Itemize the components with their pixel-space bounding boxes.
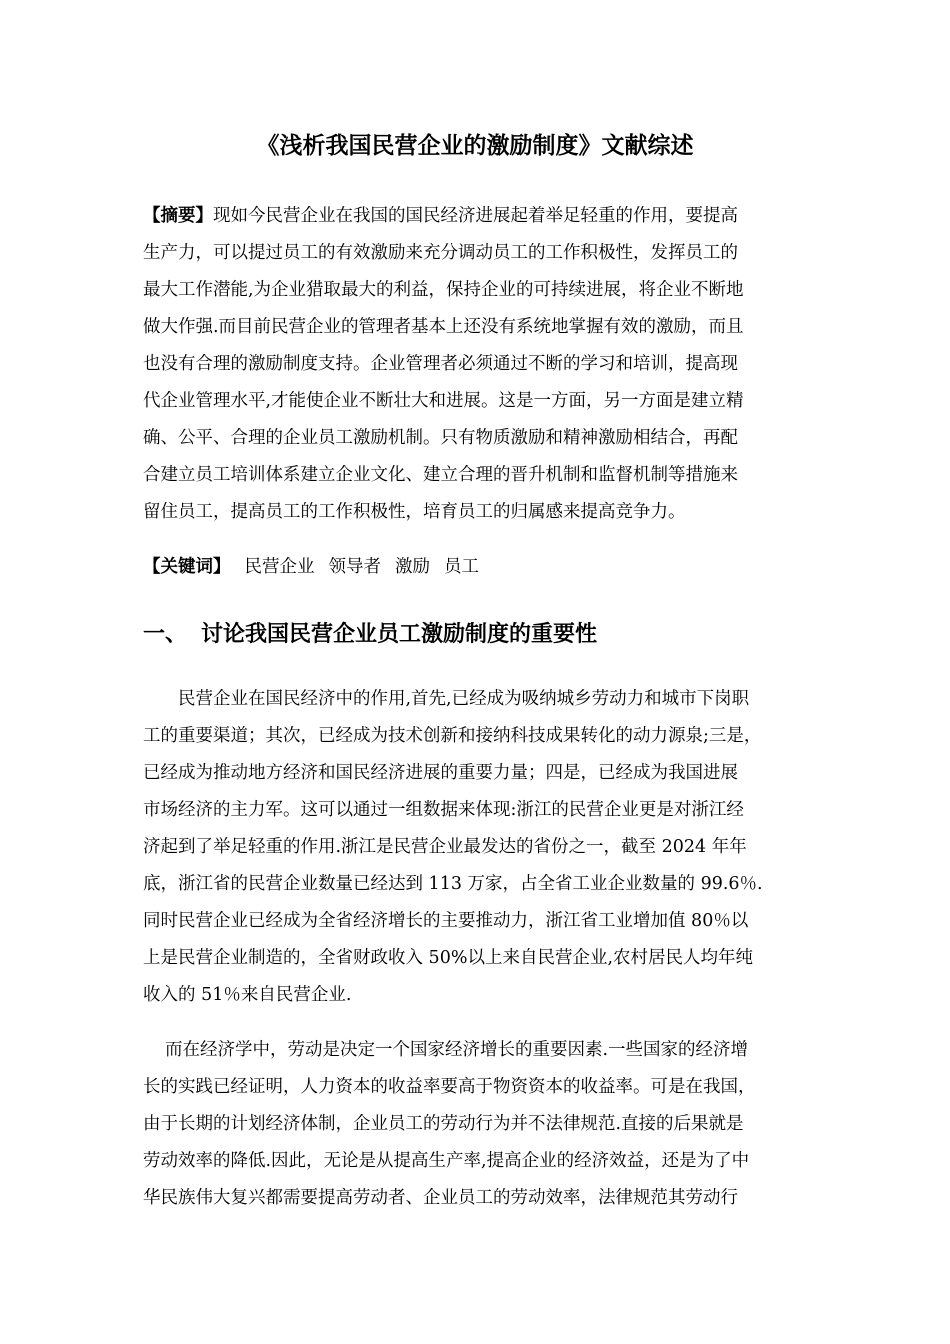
- paragraph-line: 工的重要渠道；其次，已经成为技术创新和接纳科技成果转化的动力源泉;三是，: [143, 726, 762, 746]
- abstract-line: 也没有合理的激励制度支持。企业管理者必须通过不断的学习和培训，提高现: [143, 354, 738, 374]
- keyword: 激励: [395, 557, 430, 577]
- paragraph-line: 民营企业在国民经济中的作用,首先,已经成为吸纳城乡劳动力和城市下岗职: [178, 689, 750, 709]
- abstract-line: 留住员工，提高员工的工作积极性，培育员工的归属感来提高竞争力。: [143, 502, 686, 522]
- paragraph-line: 同时民营企业已经成为全省经济增长的主要推动力，浙江省工业增加值 80％以: [143, 911, 749, 931]
- paragraph-line: 而在经济学中，劳动是决定一个国家经济增长的重要因素.一些国家的经济增: [165, 1040, 749, 1060]
- abstract-line: 最大工作潜能,为企业猎取最大的利益，保持企业的可持续进展，将企业不断地: [143, 280, 744, 300]
- keyword: 领导者: [328, 557, 381, 577]
- section-heading-text: 讨论我国民营企业员工激励制度的重要性: [201, 622, 598, 647]
- section-number: 一、: [143, 622, 188, 647]
- abstract-line: 确、公平、合理的企业员工激励机制。只有物质激励和精神激励相结合，再配: [143, 428, 738, 448]
- paragraph-line: 上是民营企业制造的，全省财政收入 50%以上来自民营企业,农村居民人均年纯: [143, 948, 754, 968]
- paragraph-line: 底，浙江省的民营企业数量已经达到 113 万家，占全省工业企业数量的 99.6％.: [143, 874, 763, 894]
- paragraph-line: 由于长期的计划经济体制，企业员工的劳动行为并不法律规范.直接的后果就是: [143, 1114, 744, 1134]
- keywords-label: 【关键词】: [143, 557, 231, 577]
- section-heading: [143, 615, 811, 655]
- paragraph-line: 济起到了举足轻重的作用.浙江是民营企业最发达的省份之一，截至 2024 年年: [143, 837, 747, 857]
- paragraph-line: 劳动效率的降低.因此，无论是从提高生产率,提高企业的经济效益，还是为了中: [143, 1151, 750, 1171]
- document-title: 《浅析我国民营企业的激励制度》文献综述: [256, 133, 694, 159]
- keyword: 员工: [444, 557, 479, 577]
- abstract-line: 合建立员工培训体系建立企业文化、建立合理的晋升机制和监督机制等措施来: [143, 465, 738, 485]
- paragraph-line: 已经成为推动地方经济和国民经济进展的重要力量；四是，已经成为我国进展: [143, 763, 738, 783]
- keyword: 民营企业: [244, 557, 315, 577]
- abstract-line: 代企业管理水平,才能使企业不断壮大和进展。这是一方面，另一方面是建立精: [143, 391, 744, 411]
- abstract-label: 【摘要】: [143, 206, 213, 226]
- abstract: [143, 198, 811, 531]
- abstract-line: 【摘要】现如今民营企业在我国的国民经济进展起着举足轻重的作用，要提高: [143, 206, 738, 226]
- abstract-line: 做大作强.而目前民营企业的管理者基本上还没有系统地掌握有效的激励，而且: [143, 317, 744, 337]
- keywords-line: [143, 549, 811, 586]
- paragraph-2: [143, 1032, 811, 1217]
- keywords: [143, 549, 811, 586]
- paragraph-1: [143, 681, 811, 1014]
- abstract-line: 生产力，可以提过员工的有效激励来充分调动员工的工作积极性，发挥员工的: [143, 243, 738, 263]
- paragraph-line: 收入的 51％来自民营企业.: [143, 985, 352, 1005]
- paragraph-line: 长的实践已经证明，人力资本的收益率要高于物资资本的收益率。可是在我国，: [143, 1077, 756, 1097]
- paragraph-line: 市场经济的主力军。这可以通过一组数据来体现:浙江的民营企业更是对浙江经: [143, 800, 744, 820]
- paragraph-line: 华民族伟大复兴都需要提高劳动者、企业员工的劳动效率，法律规范其劳动行: [143, 1188, 738, 1208]
